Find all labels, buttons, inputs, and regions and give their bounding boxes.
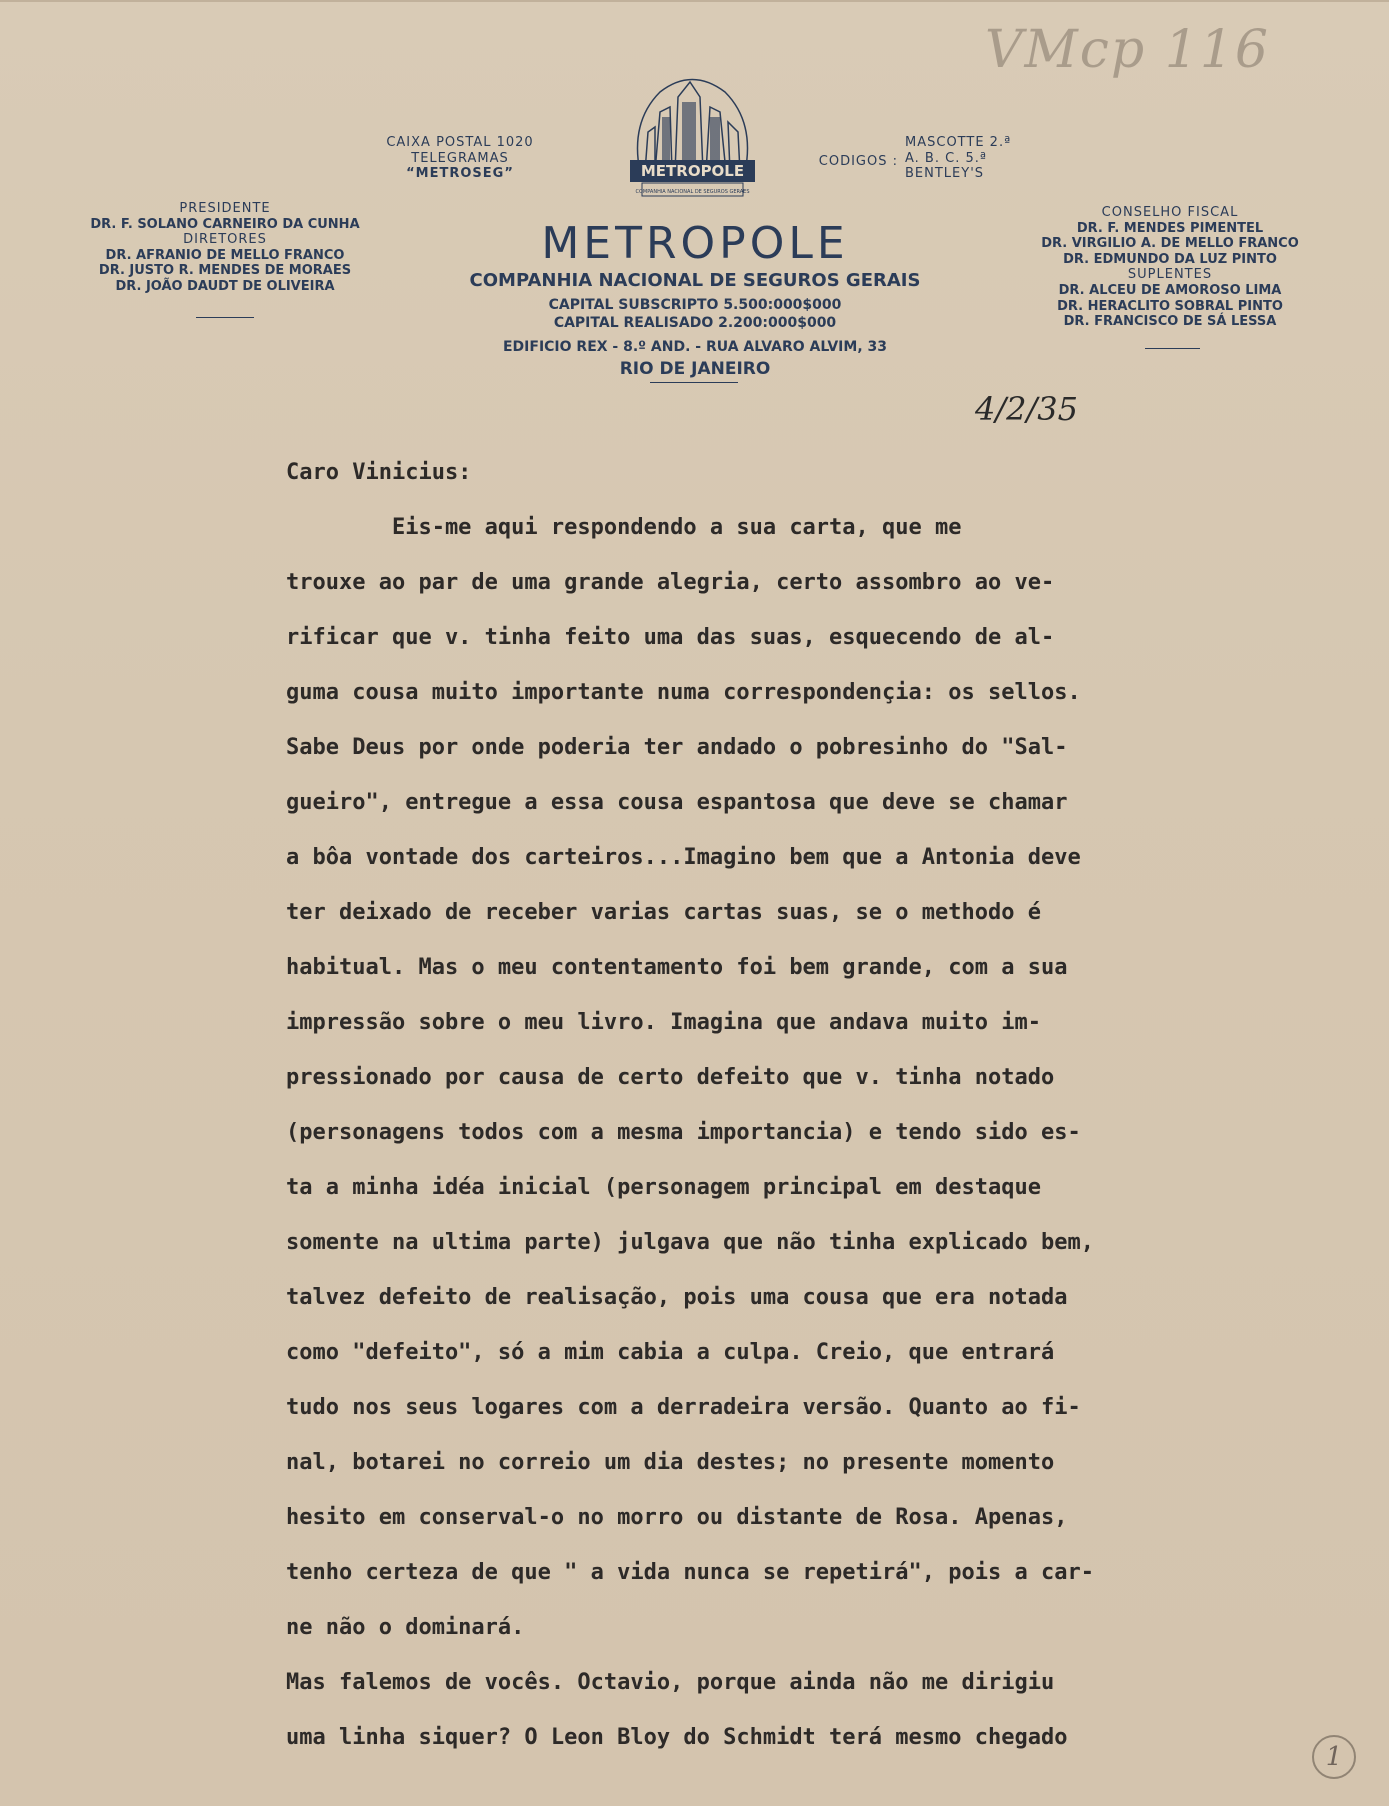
letter-line: ta a minha idéa inicial (personagem principal em destaque: [286, 1175, 1041, 1200]
divider: [1145, 348, 1200, 349]
council-member: DR. VIRGILIO A. DE MELLO FRANCO: [1041, 236, 1299, 252]
code-item: MASCOTTE 2.ª: [905, 135, 1012, 150]
letter-line: uma linha siquer? O Leon Bloy do Schmidt terá mesmo chegado: [286, 1725, 1068, 1750]
director-name: DR. JOÃO DAUDT DE OLIVEIRA: [115, 278, 335, 294]
letter-line: rificar que v. tinha feito uma das suas, esquecendo de al-: [286, 625, 1055, 650]
letter-line: Caro Vinicius:: [286, 460, 472, 485]
letter-line: Mas falemos de vocês. Octavio, porque ainda não me dirigiu: [286, 1670, 1055, 1695]
letter-line: hesito em conserval-o no morro ou distante de Rosa. Apenas,: [286, 1505, 1068, 1530]
substitutes-label: SUPLENTES: [1127, 267, 1213, 283]
logo-subtext: COMPANHIA NACIONAL DE SEGUROS GERAES: [635, 189, 750, 195]
company-city: RIO DE JANEIRO: [619, 359, 771, 379]
letter-line: a bôa vontade dos carteiros...Imagino bem que a Antonia deve: [286, 845, 1081, 870]
letter-line: nal, botarei no correio um dia destes; no presente momento: [286, 1450, 1055, 1475]
letter-line: trouxe ao par de uma grande alegria, certo assombro ao ve-: [286, 570, 1055, 595]
postal-block: [355, 135, 565, 182]
codes-label: CODIGOS :: [818, 154, 898, 169]
substitute-member: DR. HERACLITO SOBRAL PINTO: [1057, 298, 1283, 314]
codes-block: [905, 135, 1020, 182]
postal-line: CAIXA POSTAL 1020: [386, 135, 534, 150]
letter-date: 4/2/35: [975, 390, 1078, 428]
letter-line: tudo nos seus logares com a derradeira versão. Quanto ao fi-: [286, 1395, 1081, 1420]
capital-realised: CAPITAL REALISADO 2.200:000$000: [553, 315, 837, 331]
code-item: A. B. C. 5.ª: [905, 150, 987, 166]
divider: [650, 382, 738, 383]
logo-wordmark: METROPOLE: [640, 162, 745, 180]
letter-line: como "defeito", só a mim cabia a culpa. Creio, que entrará: [286, 1340, 1055, 1365]
letter-line: pressionado por causa de certo defeito que v. tinha notado: [286, 1065, 1055, 1090]
capital-subscribed: CAPITAL SUBSCRIPTO 5.500:000$000: [548, 297, 842, 313]
council-member: DR. EDMUNDO DA LUZ PINTO: [1063, 251, 1277, 267]
divider: [196, 317, 254, 318]
company-address: EDIFICIO REX - 8.º AND. - RUA ALVARO ALVIM, 33: [502, 339, 887, 355]
letter-line: (personagens todos com a mesma importancia) e tendo sido es-: [286, 1120, 1081, 1145]
letter-body: [286, 445, 1306, 1765]
letter-line: tenho certeza de que " a vida nunca se repetirá", pois a car-: [286, 1560, 1094, 1585]
telegrams-label: TELEGRAMAS: [411, 150, 509, 166]
letter-line: somente na ultima parte) julgava que não tinha explicado bem,: [286, 1230, 1094, 1255]
substitute-member: DR. ALCEU DE AMOROSO LIMA: [1058, 282, 1282, 298]
letter-line: ter deixado de receber varias cartas suas, se o methodo é: [286, 900, 1041, 925]
council-block: [1025, 205, 1315, 330]
council-member: DR. F. MENDES PIMENTEL: [1076, 220, 1264, 236]
director-name: DR. AFRANIO DE MELLO FRANCO: [105, 247, 345, 263]
company-subtitle: COMPANHIA NACIONAL DE SEGUROS GERAIS: [469, 270, 921, 291]
page-number: 1: [1312, 1735, 1356, 1779]
directors-block: [60, 201, 390, 295]
telegram-address: “METROSEG”: [406, 166, 514, 182]
letter-line: talvez defeito de realisação, pois uma cousa que era notada: [286, 1285, 1068, 1310]
letter-line: impressão sobre o meu livro. Imagina que andava muito im-: [286, 1010, 1041, 1035]
president-label: PRESIDENTE: [179, 201, 271, 216]
letter-line: ne não o dominará.: [286, 1615, 525, 1640]
archive-mark: VMcp 116: [985, 20, 1270, 80]
council-label: CONSELHO FISCAL: [1101, 205, 1239, 220]
company-logo: [620, 62, 765, 202]
letter-line: Eis-me aqui respondendo a sua carta, que me: [286, 515, 962, 540]
president-name: DR. F. SOLANO CARNEIRO DA CUNHA: [90, 216, 360, 232]
company-name: METROPOLE: [541, 218, 849, 269]
letter-line: guma cousa muito importante numa correspondençia: os sellos.: [286, 680, 1081, 705]
letter-line: gueiro", entregue a essa cousa espantosa que deve se chamar: [286, 790, 1068, 815]
letter-line: habitual. Mas o meu contentamento foi bem grande, com a sua: [286, 955, 1068, 980]
top-edge: [0, 0, 1389, 2]
code-item: BENTLEY'S: [905, 166, 985, 182]
capital-block: [430, 296, 960, 378]
directors-label: DIRETORES: [183, 232, 267, 248]
substitute-member: DR. FRANCISCO DE SÁ LESSA: [1063, 314, 1277, 330]
letter-line: Sabe Deus por onde poderia ter andado o pobresinho do "Sal-: [286, 735, 1068, 760]
director-name: DR. JUSTO R. MENDES DE MORAES: [98, 263, 352, 279]
